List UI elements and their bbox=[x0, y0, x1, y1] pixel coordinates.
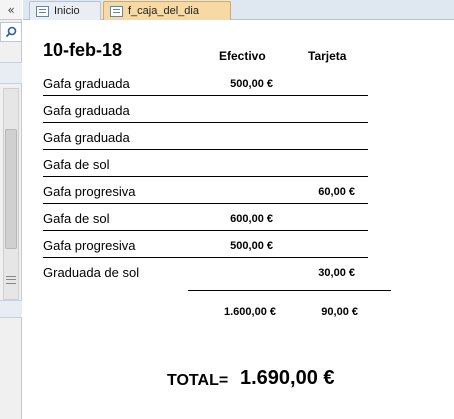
card-subtotal: 90,00 € bbox=[321, 306, 358, 318]
sale-row bbox=[43, 177, 368, 204]
report-form bbox=[23, 21, 454, 419]
splitter-grip-icon[interactable] bbox=[6, 276, 16, 284]
sale-description: Gafa progresiva bbox=[43, 184, 136, 199]
total-label: TOTAL= bbox=[167, 372, 229, 389]
tab-inicio[interactable] bbox=[29, 1, 101, 20]
sale-description: Gafa graduada bbox=[43, 130, 130, 145]
sale-cash-amount: 500,00 € bbox=[230, 240, 273, 252]
nav-pane-item[interactable] bbox=[0, 300, 22, 318]
document-tab-bar bbox=[23, 0, 454, 20]
tab-f-caja-del-dia[interactable] bbox=[103, 1, 231, 20]
sale-row bbox=[43, 69, 368, 96]
sale-description: Gafa graduada bbox=[43, 103, 130, 118]
sale-description: Gafa progresiva bbox=[43, 238, 136, 253]
tab-label: f_caja_del_dia bbox=[128, 5, 199, 17]
search-icon bbox=[5, 26, 17, 38]
sales-list bbox=[43, 69, 368, 285]
form-icon bbox=[110, 6, 123, 17]
sale-row bbox=[43, 204, 368, 231]
sale-row bbox=[43, 123, 368, 150]
sale-description: Graduada de sol bbox=[43, 265, 140, 280]
column-header-tarjeta: Tarjeta bbox=[308, 49, 347, 63]
sale-row bbox=[43, 150, 368, 177]
sale-row bbox=[43, 96, 368, 123]
nav-pane-item[interactable] bbox=[0, 62, 22, 84]
sale-card-amount: 30,00 € bbox=[318, 267, 355, 279]
sale-cash-amount: 600,00 € bbox=[230, 213, 273, 225]
sale-description: Gafa de sol bbox=[43, 211, 110, 226]
sale-cash-amount: 500,00 € bbox=[230, 78, 273, 90]
form-icon bbox=[36, 6, 49, 17]
sale-row bbox=[43, 258, 368, 285]
navigation-pane bbox=[0, 0, 22, 419]
subtotal-divider bbox=[188, 290, 391, 291]
cash-subtotal: 1.600,00 € bbox=[224, 306, 276, 318]
nav-scrollbar[interactable] bbox=[3, 88, 19, 300]
double-chevron-left-icon: « bbox=[7, 2, 15, 17]
collapse-nav-button[interactable] bbox=[0, 0, 22, 20]
nav-search-box[interactable] bbox=[0, 22, 22, 42]
sale-description: Gafa de sol bbox=[43, 157, 110, 172]
nav-scroll-thumb[interactable] bbox=[5, 129, 17, 249]
tab-label: Inicio bbox=[54, 5, 80, 17]
sale-row bbox=[43, 231, 368, 258]
column-header-efectivo: Efectivo bbox=[219, 49, 266, 63]
sale-card-amount: 60,00 € bbox=[318, 186, 355, 198]
sale-description: Gafa graduada bbox=[43, 76, 130, 91]
total-value: 1.690,00 € bbox=[240, 367, 335, 389]
report-date: 10-feb-18 bbox=[43, 40, 123, 60]
